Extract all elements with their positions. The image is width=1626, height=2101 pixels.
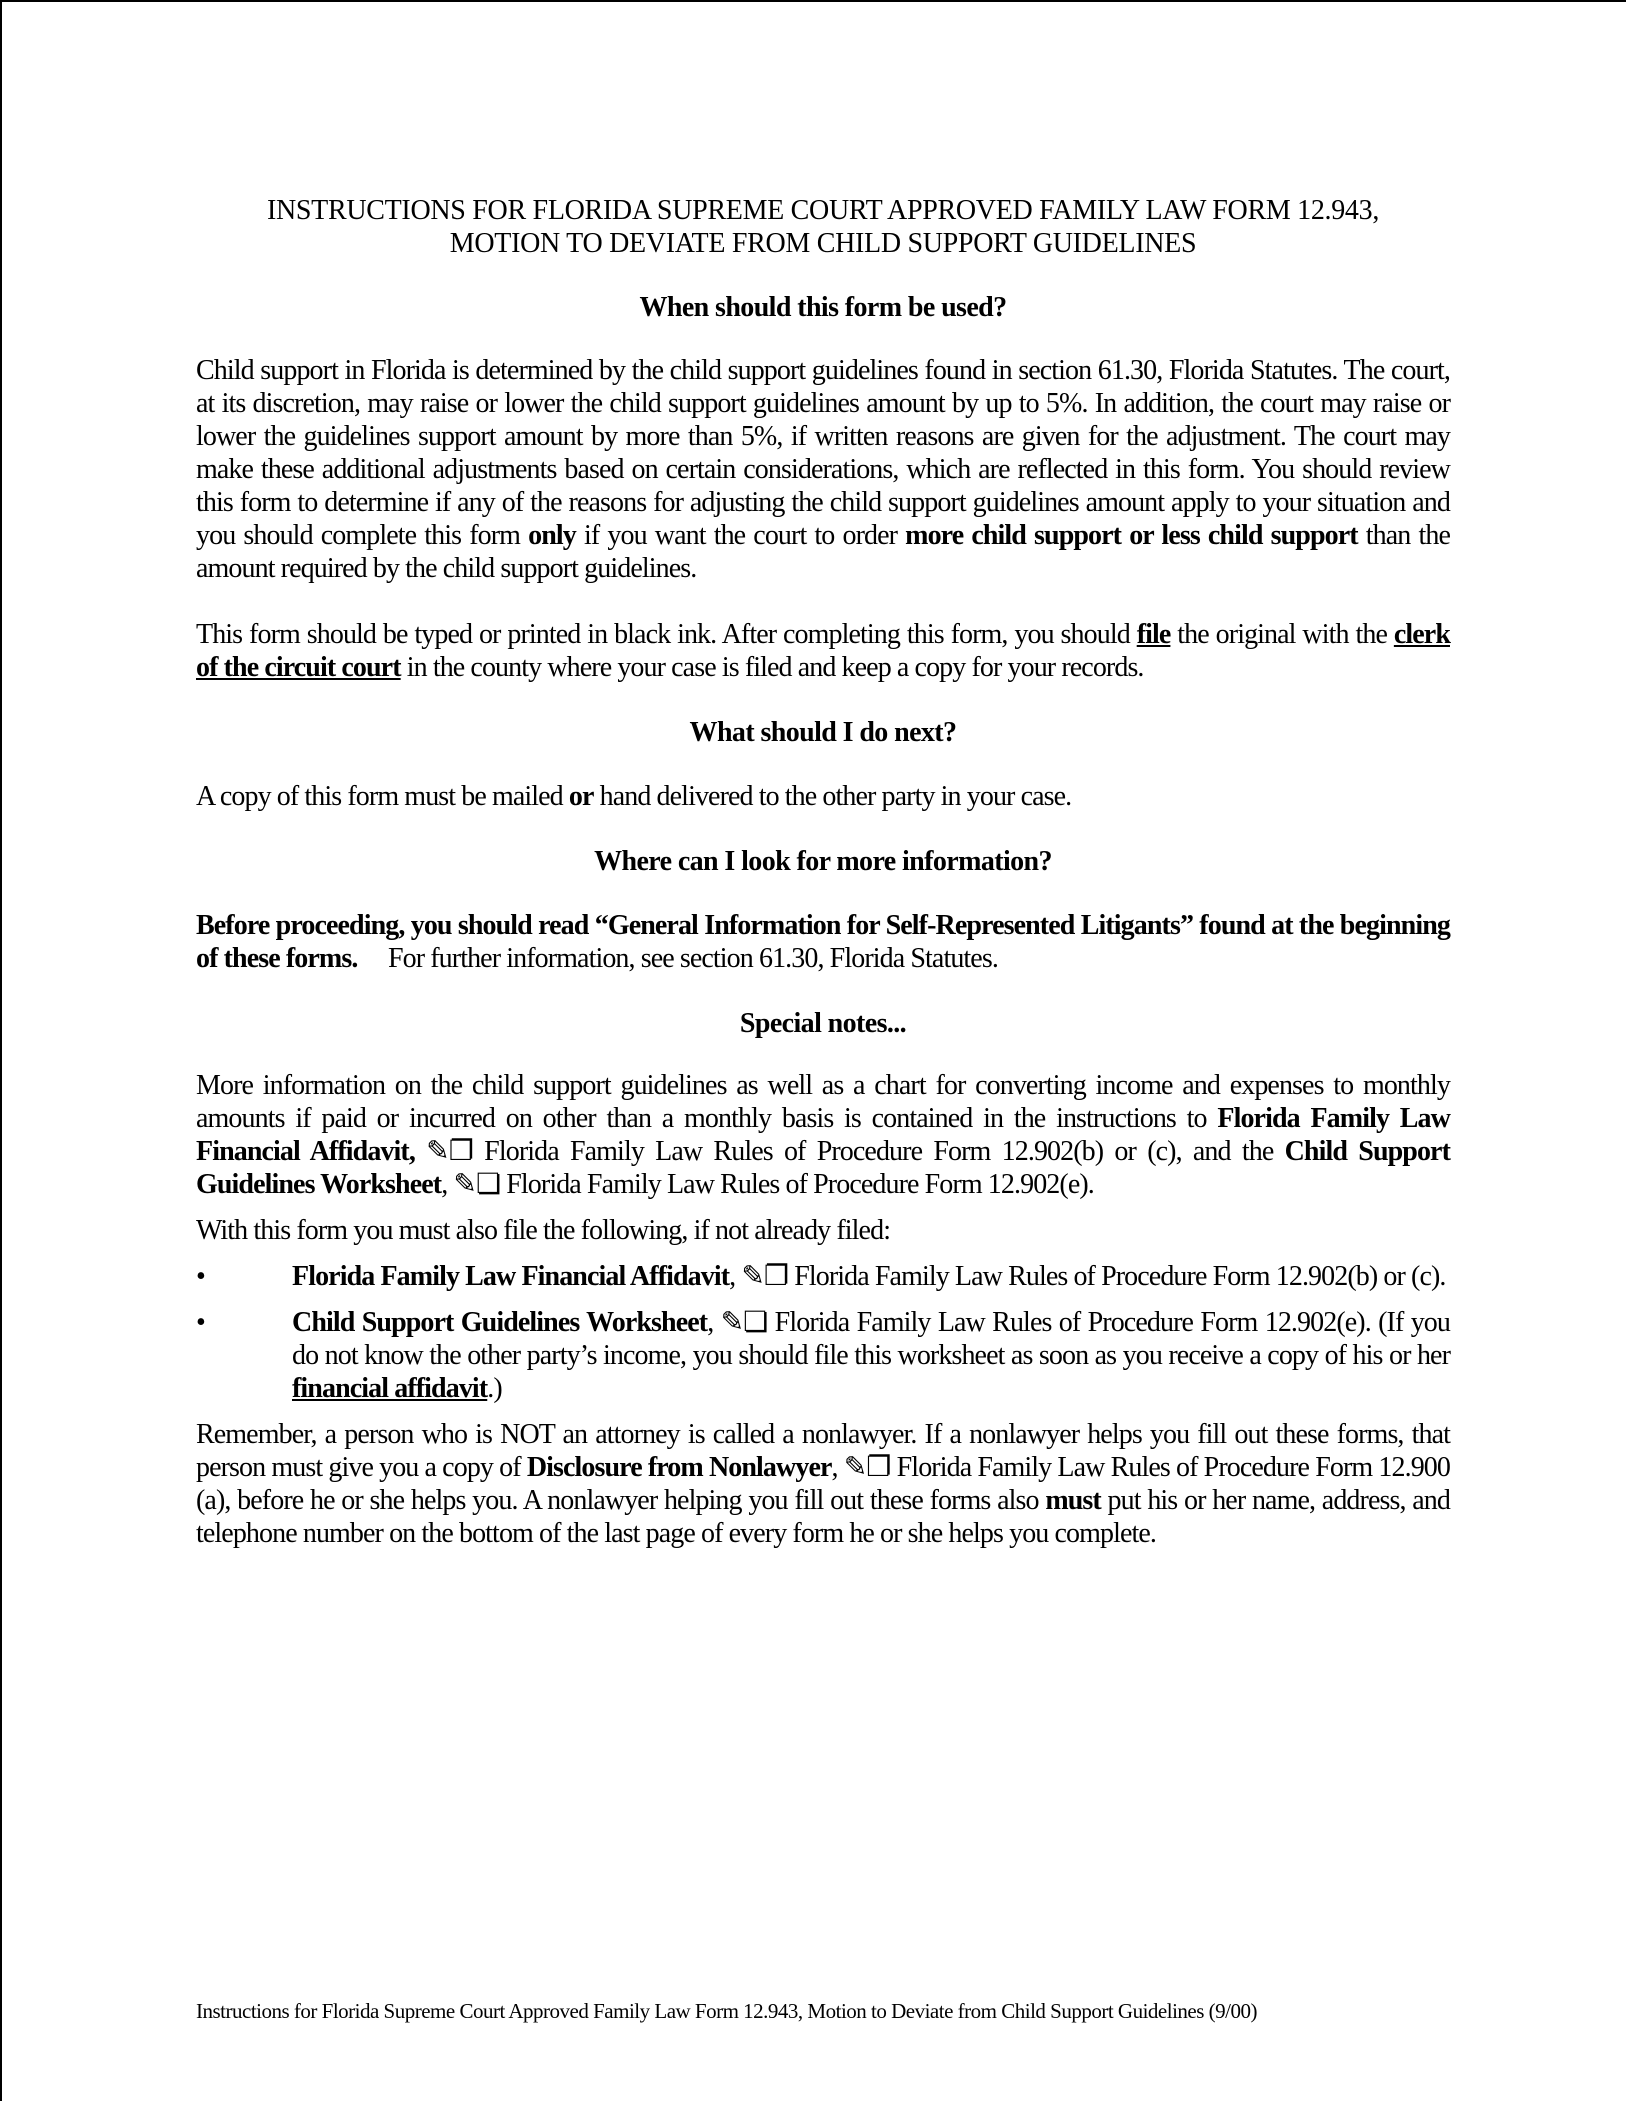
heading-special-notes: Special notes... [739,1008,907,1039]
heading-when-used: When should this form be used? [639,292,1007,323]
text: put his or her name, address, and telephone number on the bottom of the last page of every form he or she helps you complete. [196,1485,1450,1549]
heading-what-next: What should I do next? [689,717,957,748]
term-clerk-of-court: clerk of the circuit court [196,619,1450,683]
text: than the amount required by the child support guidelines. [196,520,1450,584]
emphasis-or: or [568,781,594,812]
text: , ✎❏ Florida Family Law Rules of Procedure Form 12.902(e). (If you do not know the other party’s income, you should file this worksheet as soon as you receive a copy of his or her [292,1307,1450,1371]
paragraph-filing [196,618,1450,684]
paragraph-special-notes [196,1069,1450,1201]
paragraph-more-info [196,909,1450,975]
text: Child support in Florida is determined by the child support guidelines found in section 61.30, Florida Statutes. The court, at its discretion, may raise or lower the child support guidelines amount by up to 5%. In addition, the court may raise or lower the guidelines support amount by more than 5%, if written reasons are given for the adjustment. The court may make these additional adjustments based on certain considerations, which are reflected in this form. You should review this form to determine if any of the reasons for adjusting the child support guidelines amount apply to your situation and you should complete this form [196,355,1450,551]
emphasis-only: only [528,520,576,551]
text: More information on the child support guidelines as well as a chart for converting income and expenses to monthly amounts if paid or incurred on other than a monthly basis is contained in the instructions to [196,1070,1450,1134]
term-file: file [1136,619,1171,650]
text: For further information, see section 61.30, Florida Statutes. [357,943,998,974]
text: .) [487,1373,502,1404]
text: , ✎❏ Florida Family Law Rules of Procedure Form 12.902(e). [441,1169,1094,1200]
document-body [196,194,1450,1550]
paragraph-also-file: With this form you must also file the following, if not already filed: [196,1215,891,1246]
emphasis-must: must [1045,1485,1101,1516]
list-item [196,1306,1450,1405]
list-item [196,1260,1450,1293]
document-title [196,194,1450,260]
title-line-2: MOTION TO DEVIATE FROM CHILD SUPPORT GUIDELINES [449,228,1197,259]
heading-more-info: Where can I look for more information? [594,846,1052,877]
text: the original with the [1170,619,1394,650]
form-name: Florida Family Law Financial Affidavit [292,1261,730,1292]
text: This form should be typed or printed in black ink. After completing this form, you should [196,619,1137,650]
form-name: Child Support Guidelines Worksheet [292,1307,708,1338]
form-guidelines-worksheet: Child Support Guidelines Worksheet [196,1136,1451,1200]
title-line-1: INSTRUCTIONS FOR FLORIDA SUPREME COURT APPROVED FAMILY LAW FORM 12.943, [266,195,1380,226]
text: ✎❐ Florida Family Law Rules of Procedure Form 12.902(b) or (c), and the [414,1136,1285,1167]
form-disclosure-nonlawyer: Disclosure from Nonlawyer [526,1452,832,1483]
bullet: • [196,1261,205,1292]
form-financial-affidavit: Florida Family Law Financial Affidavit, [196,1103,1450,1167]
text: Remember, a person who is NOT an attorney is called a nonlawyer. If a nonlawyer helps you fill out these forms, that person must give you a copy of [196,1419,1450,1483]
page-footer: Instructions for Florida Supreme Court Approved Family Law Form 12.943, Motion to Deviate from Child Support Guidelines (9/00) [196,1999,1257,2023]
text: hand delivered to the other party in your case. [593,781,1072,812]
text: , ✎❐ Florida Family Law Rules of Procedure Form 12.900 (a), before he or she helps you. A nonlawyer helping you fill out these forms also [196,1452,1450,1516]
text: , ✎❐ Florida Family Law Rules of Procedure Form 12.902(b) or (c). [729,1261,1446,1292]
paragraph-nonlawyer [196,1418,1450,1550]
text: if you want the court to order [575,520,906,551]
term-financial-affidavit: financial affidavit [292,1373,488,1404]
emphasis-before-proceeding: Before proceeding, you should read “General Information for Self-Represented Litigants” found at the beginning of these forms. [196,910,1450,974]
bullet: • [196,1307,205,1338]
emphasis-more-less: more child support or less child support [905,520,1358,551]
text: in the county where your case is filed and keep a copy for your records. [400,652,1144,683]
text: A copy of this form must be mailed [196,781,569,812]
required-forms-list [196,1260,1450,1405]
paragraph-guidelines [196,354,1450,585]
paragraph-delivery [196,780,1450,813]
